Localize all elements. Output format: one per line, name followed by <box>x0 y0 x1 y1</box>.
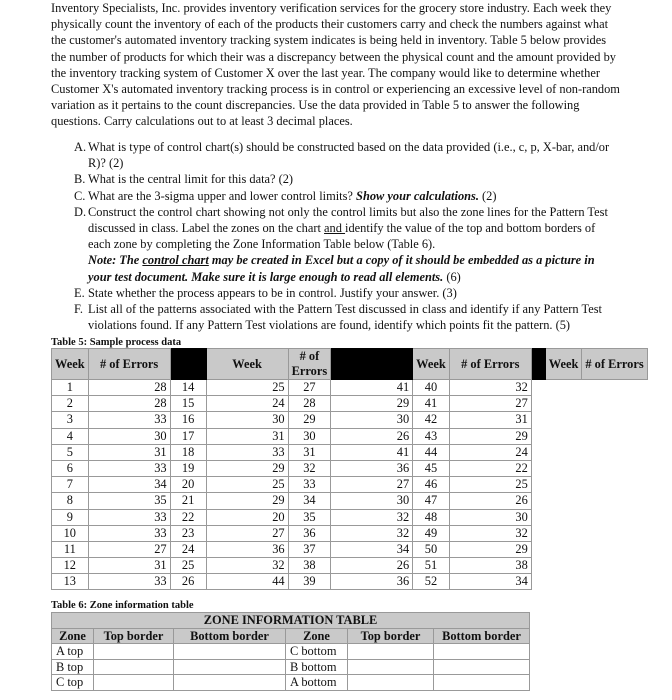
errors-cell: 28 <box>88 380 170 396</box>
week-cell: 46 <box>413 477 450 493</box>
errors-cell: 29 <box>331 396 413 412</box>
week-header: Week <box>206 349 288 380</box>
week-cell: 43 <box>413 428 450 444</box>
errors-cell: 36 <box>206 541 288 557</box>
errors-cell: 25 <box>206 477 288 493</box>
question-text: What is type of control chart(s) should be constructed based on the data provided (i.e., c, p, X-bar, and/or R)? (2) <box>88 140 610 171</box>
errors-cell: 26 <box>331 428 413 444</box>
table-row <box>52 428 648 444</box>
week-cell: 24 <box>170 541 206 557</box>
bottom-border-cell[interactable] <box>174 644 286 660</box>
errors-cell: 26 <box>449 493 531 509</box>
errors-cell: 31 <box>449 412 531 428</box>
week-header: Week <box>413 349 450 380</box>
week-cell: 7 <box>52 477 89 493</box>
week-cell: 13 <box>52 574 89 590</box>
errors-cell: 20 <box>206 509 288 525</box>
week-cell: 23 <box>170 525 206 541</box>
top-border-cell[interactable] <box>348 675 434 691</box>
week-cell: 49 <box>413 525 450 541</box>
week-cell: 26 <box>170 574 206 590</box>
week-cell: 29 <box>288 412 331 428</box>
bottom-border-cell[interactable] <box>174 675 286 691</box>
errors-cell: 29 <box>206 493 288 509</box>
top-border-cell[interactable] <box>348 659 434 675</box>
question-text: Construct the control chart showing not only the control limits but also the zone lines for the Pattern Test discussed in class. Label the zones on the chart <box>88 204 608 236</box>
week-cell: 42 <box>413 412 450 428</box>
zone-table-header: Bottom border <box>434 628 530 644</box>
week-cell: 50 <box>413 541 450 557</box>
errors-cell: 24 <box>206 396 288 412</box>
question-c <box>74 188 619 204</box>
errors-cell: 33 <box>88 525 170 541</box>
week-cell: 3 <box>52 412 89 428</box>
zone-table-header: Bottom border <box>174 628 286 644</box>
question-points: (6) <box>443 269 461 284</box>
zone-row <box>52 659 530 675</box>
zone-table-title: ZONE INFORMATION TABLE <box>52 613 530 629</box>
question-list <box>74 139 619 333</box>
errors-cell: 25 <box>449 477 531 493</box>
table-row <box>52 477 648 493</box>
week-cell: 17 <box>170 428 206 444</box>
question-underlined: and <box>324 221 346 236</box>
week-cell: 1 <box>52 380 89 396</box>
week-cell: 15 <box>170 396 206 412</box>
errors-cell: 31 <box>88 444 170 460</box>
table-row <box>52 460 648 476</box>
errors-header: # of Errors <box>288 349 331 380</box>
zone-label: A bottom <box>286 675 348 691</box>
question-letter: B. <box>74 172 86 187</box>
week-cell: 47 <box>413 493 450 509</box>
zone-label: C bottom <box>286 644 348 660</box>
zone-table-header: Top border <box>94 628 174 644</box>
errors-cell: 27 <box>206 525 288 541</box>
errors-cell: 34 <box>88 477 170 493</box>
table-row <box>52 525 648 541</box>
week-cell: 33 <box>288 477 331 493</box>
zone-table-header: Top border <box>348 628 434 644</box>
zone-label: C top <box>52 675 94 691</box>
table-row <box>52 541 648 557</box>
errors-cell: 34 <box>449 574 531 590</box>
errors-header: # of Errors <box>582 349 647 380</box>
errors-cell: 33 <box>88 574 170 590</box>
table-row <box>52 509 648 525</box>
errors-cell: 38 <box>449 558 531 574</box>
week-cell: 40 <box>413 380 450 396</box>
errors-cell: 27 <box>449 396 531 412</box>
bottom-border-cell[interactable] <box>174 659 286 675</box>
note-label: Note: The <box>88 253 143 268</box>
week-cell: 16 <box>170 412 206 428</box>
question-b <box>74 171 619 187</box>
errors-cell: 27 <box>88 541 170 557</box>
note-underlined: control chart <box>142 253 209 268</box>
week-cell: 12 <box>52 558 89 574</box>
bottom-border-cell[interactable] <box>434 659 530 675</box>
zone-table-header: Zone <box>52 628 94 644</box>
errors-cell: 44 <box>206 574 288 590</box>
week-cell: 36 <box>288 525 331 541</box>
week-cell: 32 <box>288 460 331 476</box>
week-header: Week <box>52 349 89 380</box>
question-text: What are the 3-sigma upper and lower control limits? <box>88 188 357 203</box>
week-cell: 6 <box>52 460 89 476</box>
question-text-cont: identify the value of the top and bottom borders of each zone by completing the Zone Information Table below (Table 6). <box>88 221 596 252</box>
question-letter: C. <box>74 188 86 203</box>
note-text: may be created in Excel but a copy of it should be embedded as a picture in your test document. Make sure it is large enough to read all elements. <box>88 253 595 284</box>
week-cell: 51 <box>413 558 450 574</box>
week-cell: 10 <box>52 525 89 541</box>
bottom-border-cell[interactable] <box>434 675 530 691</box>
zone-label: B top <box>52 659 94 675</box>
table-row <box>52 574 648 590</box>
intro-paragraph: Inventory Specialists, Inc. provides inventory verification services for the grocery store industry. Each week they physically count the inventory of each of the products their customers carry and check the numbers against what the customer's automated inventory tracking system indicates is being held in inventory. Table 5 below provides the number of products for which their was a discrepancy between the physical count and the amount provided by the inventory tracking system of Customer X over the last year. The company would like to determine whether Customer X's automated inventory tracking process is in control or experiencing an excessive level of non-random variation as it pertains to the count discrepancies. Use the data provided in Table 5 to answer the following questions. Carry calculations out to at least 3 decimal places. <box>51 1 620 129</box>
question-d <box>74 204 619 285</box>
column-separator <box>170 349 206 380</box>
errors-cell: 27 <box>331 477 413 493</box>
errors-cell: 36 <box>331 574 413 590</box>
week-cell: 21 <box>170 493 206 509</box>
errors-cell: 32 <box>206 558 288 574</box>
week-cell: 22 <box>170 509 206 525</box>
week-cell: 11 <box>52 541 89 557</box>
table-row <box>52 412 648 428</box>
errors-cell: 32 <box>449 525 531 541</box>
sample-process-table <box>51 348 648 590</box>
errors-cell: 30 <box>331 412 413 428</box>
question-points: (2) <box>478 188 497 203</box>
errors-cell: 33 <box>88 412 170 428</box>
table-row <box>52 558 648 574</box>
question-text: What is the central limit for this data? (2) <box>88 172 294 187</box>
table-row <box>52 396 648 412</box>
errors-header: # of Errors <box>88 349 170 380</box>
week-cell: 19 <box>170 460 206 476</box>
week-cell: 41 <box>413 396 450 412</box>
table-row <box>52 493 648 509</box>
errors-cell: 29 <box>449 428 531 444</box>
week-cell: 38 <box>288 558 331 574</box>
week-cell: 30 <box>288 428 331 444</box>
week-cell: 45 <box>413 460 450 476</box>
week-cell: 18 <box>170 444 206 460</box>
week-cell: 25 <box>170 558 206 574</box>
week-cell: 14 <box>170 380 206 396</box>
top-border-cell[interactable] <box>94 644 174 660</box>
errors-cell: 24 <box>449 444 531 460</box>
errors-cell: 28 <box>88 396 170 412</box>
errors-cell: 31 <box>88 558 170 574</box>
week-cell: 34 <box>288 493 331 509</box>
errors-cell: 35 <box>88 493 170 509</box>
errors-cell: 29 <box>449 541 531 557</box>
zone-label: A top <box>52 644 94 660</box>
week-cell: 52 <box>413 574 450 590</box>
table-row <box>52 380 648 396</box>
week-cell: 39 <box>288 574 331 590</box>
week-cell: 44 <box>413 444 450 460</box>
week-cell: 9 <box>52 509 89 525</box>
question-text: List all of the patterns associated with the Pattern Test discussed in class and identify if any Pattern Test violations found. If any Pattern Test violations are found, identify which points fit the pattern. (5) <box>88 302 602 333</box>
column-separator <box>331 349 413 380</box>
week-cell: 20 <box>170 477 206 493</box>
errors-cell: 32 <box>331 525 413 541</box>
week-cell: 5 <box>52 444 89 460</box>
zone-label: B bottom <box>286 659 348 675</box>
zone-row <box>52 644 530 660</box>
errors-cell: 26 <box>331 558 413 574</box>
errors-cell: 29 <box>206 460 288 476</box>
week-cell: 37 <box>288 541 331 557</box>
question-emphasis: Show your calculations. <box>356 188 479 203</box>
zone-table-header: Zone <box>286 628 348 644</box>
week-cell: 8 <box>52 493 89 509</box>
question-letter: A. <box>74 140 87 154</box>
question-f <box>74 301 619 333</box>
errors-cell: 41 <box>331 444 413 460</box>
week-cell: 48 <box>413 509 450 525</box>
errors-cell: 25 <box>206 380 288 396</box>
week-cell: 28 <box>288 396 331 412</box>
week-cell: 4 <box>52 428 89 444</box>
errors-cell: 30 <box>88 428 170 444</box>
zone-information-table <box>51 612 530 691</box>
week-cell: 35 <box>288 509 331 525</box>
question-e <box>74 285 619 301</box>
top-border-cell[interactable] <box>94 675 174 691</box>
errors-cell: 30 <box>206 412 288 428</box>
errors-cell: 30 <box>331 493 413 509</box>
errors-cell: 33 <box>88 509 170 525</box>
errors-cell: 32 <box>449 380 531 396</box>
errors-cell: 30 <box>449 509 531 525</box>
week-cell: 27 <box>288 380 331 396</box>
table-row <box>52 444 648 460</box>
question-letter: D. <box>74 204 87 219</box>
errors-cell: 31 <box>206 428 288 444</box>
errors-cell: 32 <box>331 509 413 525</box>
top-border-cell[interactable] <box>94 659 174 675</box>
bottom-border-cell[interactable] <box>434 644 530 660</box>
errors-cell: 33 <box>206 444 288 460</box>
question-letter: E. <box>74 285 85 300</box>
zone-row <box>52 675 530 691</box>
errors-header: # of Errors <box>449 349 531 380</box>
week-cell: 2 <box>52 396 89 412</box>
question-text: State whether the process appears to be in control. Justify your answer. (3) <box>88 285 457 300</box>
column-separator <box>531 349 545 380</box>
errors-cell: 33 <box>88 460 170 476</box>
week-header: Week <box>545 349 582 380</box>
table5-caption: Table 5: Sample process data <box>51 337 182 348</box>
errors-cell: 34 <box>331 541 413 557</box>
question-letter: F. <box>74 302 83 317</box>
errors-cell: 36 <box>331 460 413 476</box>
errors-cell: 41 <box>331 380 413 396</box>
week-cell: 31 <box>288 444 331 460</box>
top-border-cell[interactable] <box>348 644 434 660</box>
table6-caption: Table 6: Zone information table <box>51 600 194 611</box>
errors-cell: 22 <box>449 460 531 476</box>
question-a <box>74 139 619 171</box>
